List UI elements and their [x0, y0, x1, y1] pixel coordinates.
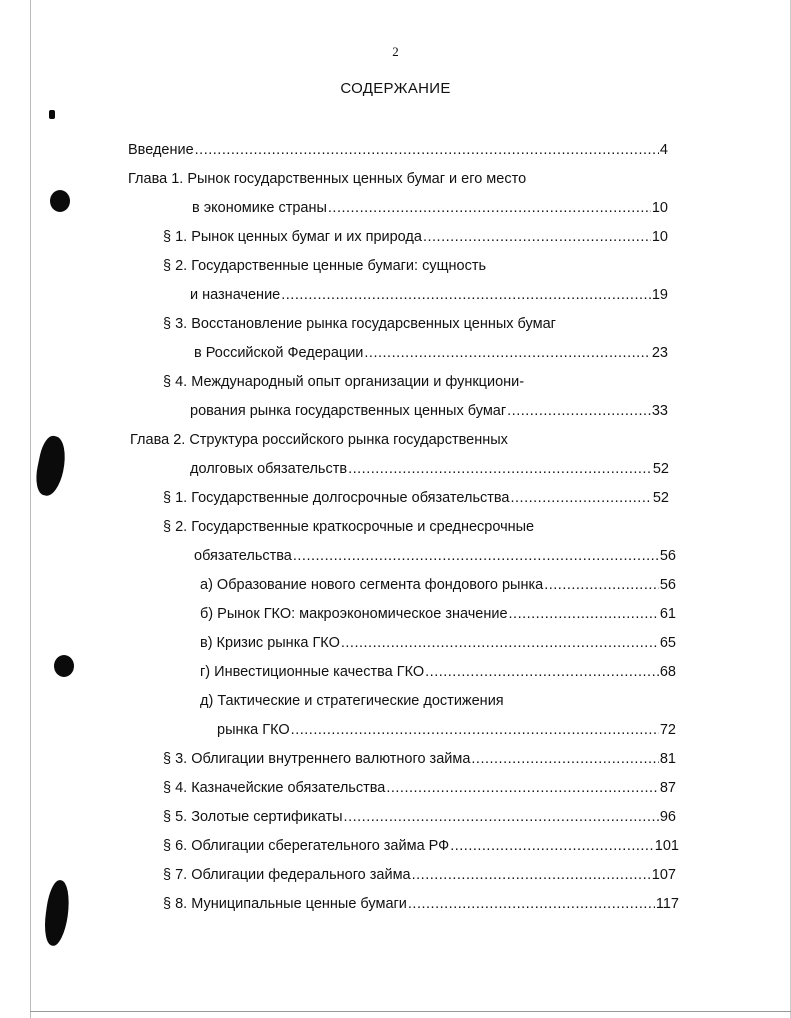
toc-entry-section-1-3[interactable] [194, 342, 668, 364]
toc-entry-section-2-8[interactable] [163, 893, 679, 915]
toc-page-number: 87 [659, 780, 676, 796]
scan-smear-lower [42, 879, 73, 947]
scan-mark-small [49, 110, 55, 119]
toc-chapter-2-title[interactable]: Глава 2. Структура российского рынка государственных [130, 432, 508, 448]
dot-leader [195, 139, 659, 161]
dot-leader [364, 342, 650, 364]
dot-leader [341, 632, 659, 654]
toc-entry-text: в) Кризис рынка ГКО [200, 635, 340, 651]
toc-entry-subsection-v[interactable] [200, 632, 676, 654]
toc-entry-section-1-2[interactable] [190, 284, 668, 306]
toc-section-1-4-title[interactable]: § 4. Международный опыт организации и функциони- [163, 374, 525, 390]
dot-leader [348, 458, 652, 480]
toc-page-number: 68 [659, 664, 676, 680]
toc-entry-text: § 1. Рынок ценных бумаг и их природа [163, 229, 422, 245]
toc-subsection-d-title[interactable]: д) Тактические и стратегические достижения [200, 693, 504, 709]
toc-page-number: 107 [651, 867, 676, 883]
toc-entry-text: рынка ГКО [217, 722, 290, 738]
toc-entry-text: в Российской Федерации [194, 345, 364, 361]
toc-page-number: 4 [659, 142, 668, 158]
dot-leader [471, 748, 658, 770]
toc-entry-text: долговых обязательств [190, 461, 348, 477]
toc-entry-text: обязательства [194, 548, 292, 564]
toc-entry-chapter-2[interactable] [190, 458, 669, 480]
dot-leader [511, 487, 652, 509]
toc-page-number: 117 [655, 896, 679, 912]
toc-page-number: 81 [659, 751, 676, 767]
toc-entry-subsection-a[interactable] [200, 574, 676, 596]
toc-entry-text: б) Рынок ГКО: макроэкономическое значение [200, 606, 508, 622]
toc-title: СОДЕРЖАНИЕ [340, 80, 451, 97]
toc-entry-section-1-4[interactable] [190, 400, 668, 422]
toc-entry-subsection-b[interactable] [200, 603, 676, 625]
dot-leader [291, 719, 659, 741]
dot-leader [328, 197, 651, 219]
page-number: 2 [392, 44, 399, 59]
toc-entry-text: рования рынка государственных ценных бумаг [190, 403, 507, 419]
toc-entry-section-2-7[interactable] [163, 864, 676, 886]
scan-bottom-edge [30, 1011, 791, 1012]
toc-entry-section-2-4[interactable] [163, 777, 676, 799]
toc-entry-subsection-d[interactable] [217, 719, 676, 741]
dot-leader [509, 603, 659, 625]
toc-entry-section-1-1[interactable] [163, 226, 668, 248]
toc-entry-text: § 5. Золотые сертификаты [163, 809, 343, 825]
toc-section-2-2-title[interactable]: § 2. Государственные краткосрочные и среднесрочные [163, 519, 535, 535]
toc-page-number: 96 [659, 809, 676, 825]
toc-entry-chapter-1[interactable] [192, 197, 668, 219]
dot-leader [544, 574, 659, 596]
toc-entry-section-2-6[interactable] [163, 835, 679, 857]
dot-leader [281, 284, 651, 306]
toc-entry-text: г) Инвестиционные качества ГКО [200, 664, 425, 680]
toc-page-number: 56 [659, 548, 676, 564]
toc-page-number: 52 [652, 490, 669, 506]
punch-hole-bottom [54, 655, 74, 677]
dot-leader [386, 777, 659, 799]
toc-entry-intro[interactable] [128, 139, 668, 161]
dot-leader [344, 806, 659, 828]
dot-leader [425, 661, 659, 683]
toc-entry-text: § 4. Казначейские обязательства [163, 780, 386, 796]
dot-leader [412, 864, 651, 886]
dot-leader [423, 226, 651, 248]
toc-page-number: 72 [659, 722, 676, 738]
toc-entry-section-2-5[interactable] [163, 806, 676, 828]
toc-page-number: 101 [654, 838, 679, 854]
scan-smear-upper [32, 434, 70, 498]
toc-entry-text: § 1. Государственные долгосрочные обязательства [163, 490, 510, 506]
toc-page-number: 23 [651, 345, 668, 361]
toc-section-1-3-title[interactable]: § 3. Восстановление рынка государсвенных ценных бумаг [163, 316, 556, 332]
toc-page-number: 56 [659, 577, 676, 593]
toc-entry-text: § 6. Облигации сберегательного займа РФ [163, 838, 450, 854]
toc-entry-section-2-1[interactable] [163, 487, 669, 509]
toc-entry-text: Введение [128, 142, 194, 158]
toc-entry-section-2-2[interactable] [194, 545, 676, 567]
toc-entry-subsection-g[interactable] [200, 661, 676, 683]
toc-page-number: 61 [659, 606, 676, 622]
toc-page-number: 10 [651, 229, 668, 245]
punch-hole-top [50, 190, 70, 212]
dot-leader [507, 400, 651, 422]
toc-page-number: 19 [651, 287, 668, 303]
toc-page-number: 65 [659, 635, 676, 651]
toc-page-number: 10 [651, 200, 668, 216]
toc-entry-section-2-3[interactable] [163, 748, 676, 770]
toc-chapter-1-title[interactable]: Глава 1. Рынок государственных ценных бумаг и его место [128, 171, 527, 187]
toc-entry-text: § 3. Облигации внутреннего валютного займа [163, 751, 471, 767]
toc-page-number: 52 [652, 461, 669, 477]
toc-page-number: 33 [651, 403, 668, 419]
dot-leader [450, 835, 654, 857]
toc-entry-text: § 8. Муниципальные ценные бумаги [163, 896, 407, 912]
toc-section-1-2-title[interactable]: § 2. Государственные ценные бумаги: сущность [163, 258, 487, 274]
toc-entry-text: в экономике страны [192, 200, 327, 216]
toc-entry-text: § 7. Облигации федерального займа [163, 867, 411, 883]
dot-leader [293, 545, 659, 567]
dot-leader [408, 893, 655, 915]
toc-entry-text: а) Образование нового сегмента фондового рынка [200, 577, 544, 593]
scan-left-edge [30, 0, 31, 1018]
toc-entry-text: и назначение [190, 287, 281, 303]
